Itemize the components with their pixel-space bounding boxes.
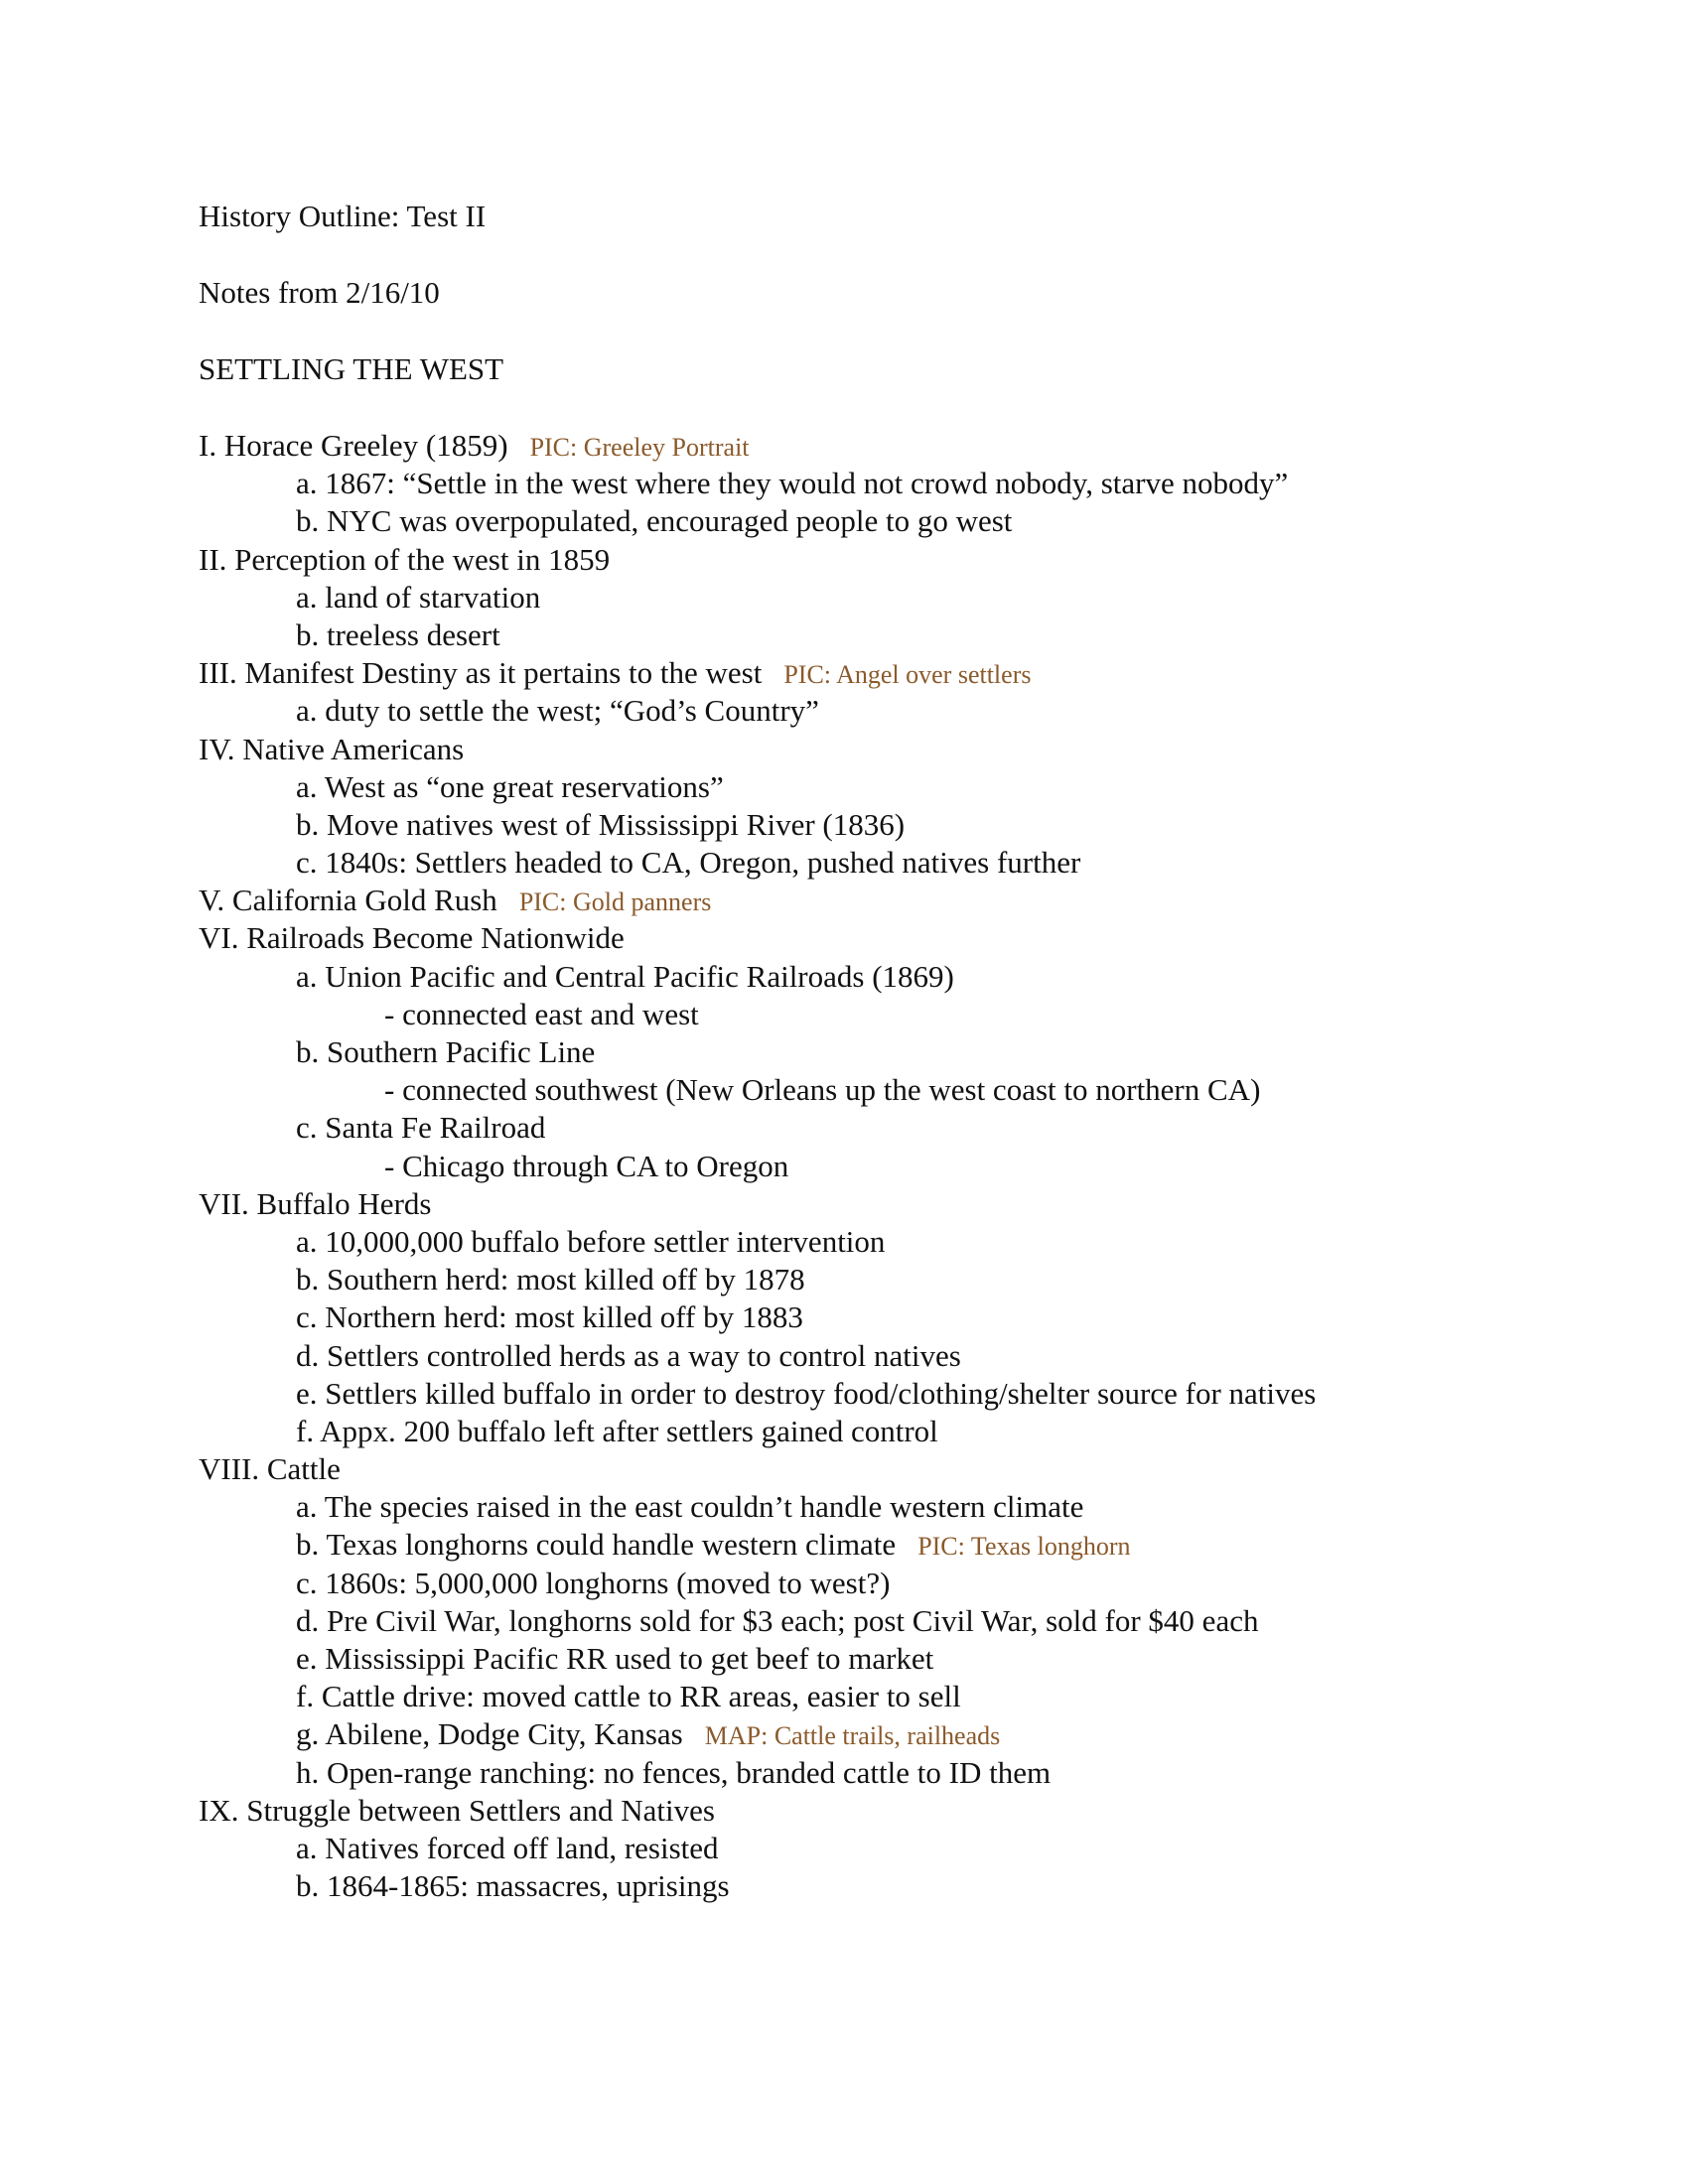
outline-subitem [199, 1715, 1609, 1753]
outline-subitem [199, 1830, 1609, 1867]
outline-text: b. NYC was overpopulated, encouraged people to go west [296, 503, 1013, 539]
outline-text: - connected southwest (New Orleans up the west coast to northern CA) [384, 1072, 1261, 1108]
outline-text: b. Southern Pacific Line [296, 1034, 596, 1069]
section-title: SETTLING THE WEST [199, 351, 504, 386]
outline-text: d. Settlers controlled herds as a way to control natives [296, 1337, 961, 1373]
outline-text: IX. Struggle between Settlers and Natives [199, 1792, 715, 1828]
outline-heading [199, 1792, 1609, 1830]
outline-text: b. Move natives west of Mississippi River (1836) [296, 806, 906, 842]
outline-text: b. 1864-1865: massacres, uprisings [296, 1868, 730, 1904]
outline-heading [199, 427, 1609, 465]
outline-detail [199, 996, 1609, 1033]
outline-subitem [199, 1640, 1609, 1678]
outline-text: V. California Gold Rush [199, 883, 497, 918]
outline-subitem [199, 958, 1609, 996]
outline-heading [199, 882, 1609, 919]
outline-text: c. Santa Fe Railroad [296, 1110, 546, 1146]
outline-subitem [199, 1033, 1609, 1071]
outline-detail [199, 1148, 1609, 1185]
outline-subitem [199, 1298, 1609, 1336]
outline-text: a. Natives forced off land, resisted [296, 1830, 719, 1865]
document-title: History Outline: Test II [199, 199, 487, 233]
outline-text: IV. Native Americans [199, 731, 465, 766]
outline-text: a. land of starvation [296, 579, 541, 614]
outline-text: e. Mississippi Pacific RR used to get beef to market [296, 1641, 934, 1676]
outline-heading [199, 731, 1609, 768]
media-note: MAP: Cattle trails, railheads [704, 1721, 1001, 1751]
outline-text: a. duty to settle the west; “God’s Country” [296, 693, 819, 729]
outline-text: - connected east and west [384, 996, 699, 1031]
outline-text: g. Abilene, Dodge City, Kansas [296, 1716, 683, 1752]
outline-subitem [199, 1337, 1609, 1375]
outline-heading [199, 919, 1609, 957]
outline-text: f. Cattle drive: moved cattle to RR areas, easier to sell [296, 1679, 961, 1714]
outline-text: h. Open-range ranching: no fences, branded cattle to ID them [296, 1754, 1052, 1790]
outline-text: c. 1860s: 5,000,000 longhorns (moved to west?) [296, 1565, 891, 1600]
outline-text: b. treeless desert [296, 616, 500, 652]
outline-text: VIII. Cattle [199, 1451, 341, 1487]
outline-heading [199, 1185, 1609, 1223]
outline-subitem [199, 1602, 1609, 1640]
outline-text: a. The species raised in the east couldn’t handle western climate [296, 1489, 1084, 1525]
outline-text: a. West as “one great reservations” [296, 768, 724, 804]
outline-detail [199, 1071, 1609, 1109]
outline-subitem [199, 1223, 1609, 1261]
outline-subitem [199, 1261, 1609, 1298]
outline-text: III. Manifest Destiny as it pertains to the west [199, 655, 763, 691]
date-line: Notes from 2/16/10 [199, 275, 440, 310]
media-note: PIC: Angel over settlers [783, 660, 1032, 690]
outline-text: VI. Railroads Become Nationwide [199, 920, 625, 956]
outline-text: a. 1867: “Settle in the west where they would not crowd nobody, starve nobody” [296, 466, 1289, 501]
media-note: PIC: Texas longhorn [917, 1532, 1131, 1562]
outline-text: c. 1840s: Settlers headed to CA, Oregon, pushed natives further [296, 845, 1081, 881]
outline-subitem [199, 616, 1609, 654]
outline-subitem [199, 1867, 1609, 1905]
outline-heading [199, 541, 1609, 579]
outline-text: e. Settlers killed buffalo in order to destroy food/clothing/shelter source for natives [296, 1375, 1317, 1411]
outline-heading [199, 654, 1609, 692]
outline-text: f. Appx. 200 buffalo left after settlers gained control [296, 1413, 938, 1448]
media-note: PIC: Gold panners [518, 887, 712, 917]
outline-text: VII. Buffalo Herds [199, 1185, 432, 1221]
outline-subitem [199, 579, 1609, 616]
outline-subitem [199, 1413, 1609, 1450]
outline-subitem [199, 768, 1609, 806]
outline-text: b. Southern herd: most killed off by 1878 [296, 1262, 805, 1297]
outline-subitem [199, 844, 1609, 882]
outline-text: a. 10,000,000 buffalo before settler intervention [296, 1223, 886, 1259]
outline-text: II. Perception of the west in 1859 [199, 541, 611, 577]
outline-subitem [199, 692, 1609, 730]
outline-subitem [199, 1109, 1609, 1147]
outline-subitem [199, 1754, 1609, 1792]
outline-subitem [199, 1488, 1609, 1526]
outline-text: d. Pre Civil War, longhorns sold for $3 each; post Civil War, sold for $40 each [296, 1602, 1259, 1638]
outline-subitem [199, 1565, 1609, 1602]
outline-subitem [199, 806, 1609, 844]
outline-heading [199, 1450, 1609, 1488]
outline-subitem [199, 1375, 1609, 1413]
outline-text: c. Northern herd: most killed off by 1883 [296, 1299, 803, 1335]
outline-text: I. Horace Greeley (1859) [199, 428, 508, 463]
outline-text: a. Union Pacific and Central Pacific Railroads (1869) [296, 958, 954, 994]
outline-subitem [199, 465, 1609, 502]
outline-list [199, 427, 1609, 1905]
outline-subitem [199, 1526, 1609, 1564]
outline-text: b. Texas longhorns could handle western climate [296, 1527, 897, 1563]
media-note: PIC: Greeley Portrait [529, 433, 750, 462]
outline-subitem [199, 502, 1609, 540]
outline-subitem [199, 1678, 1609, 1715]
outline-text: - Chicago through CA to Oregon [384, 1148, 789, 1183]
